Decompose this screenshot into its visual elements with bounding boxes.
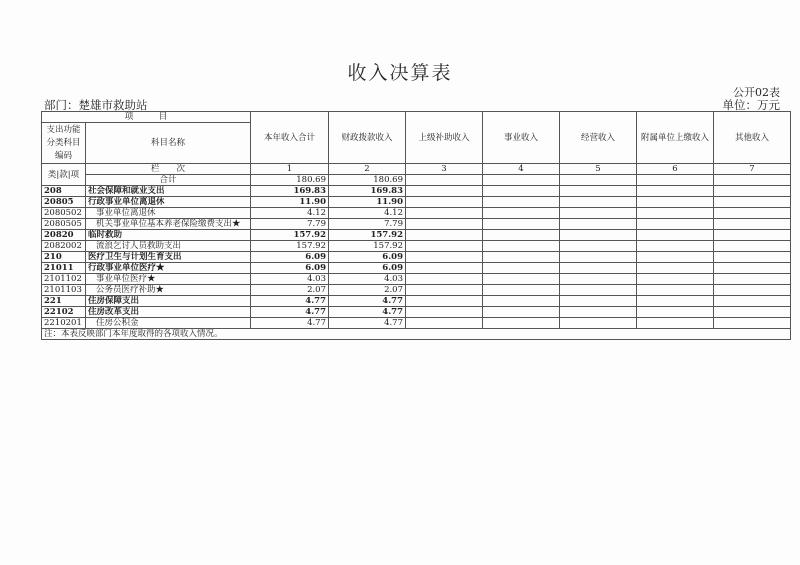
row-total: 157.92 [251, 230, 329, 241]
row-empty-cell [560, 274, 637, 285]
row-code: 2101102 [42, 274, 86, 285]
row-total: 157.92 [251, 241, 329, 252]
row-empty-cell [406, 219, 483, 230]
table-row [42, 186, 791, 197]
row-empty-cell [637, 208, 714, 219]
row-empty-cell [483, 241, 560, 252]
row-empty-cell [406, 274, 483, 285]
col-number-7: 7 [714, 164, 791, 175]
row-code: 208 [42, 186, 86, 197]
row-empty-cell [714, 241, 791, 252]
row-empty-cell [714, 307, 791, 318]
row-name: 事业单位医疗★ [86, 274, 251, 285]
table-row [42, 208, 791, 219]
table-row [42, 241, 791, 252]
kuan-label: 款 [59, 169, 68, 180]
row-empty-cell [637, 197, 714, 208]
row-fiscal: 4.77 [329, 307, 406, 318]
row-code: 221 [42, 296, 86, 307]
row-fiscal: 157.92 [329, 230, 406, 241]
table-row [42, 307, 791, 318]
row-name: 社会保障和就业支出 [86, 186, 251, 197]
row-empty-cell [483, 274, 560, 285]
xiang-label: 项 [70, 169, 80, 180]
row-empty-cell [406, 263, 483, 274]
table-row [42, 274, 791, 285]
department-label: 部门：楚雄市救助站 [44, 98, 148, 112]
row-empty-cell [560, 307, 637, 318]
row-code: 2101103 [42, 285, 86, 296]
row-name: 行政事业单位离退休 [86, 197, 251, 208]
row-empty-cell [714, 186, 791, 197]
table-row [42, 318, 791, 329]
row-empty-cell [714, 296, 791, 307]
col-number-5: 5 [560, 164, 637, 175]
row-code: 2082002 [42, 241, 86, 252]
row-empty-cell [560, 230, 637, 241]
row-empty-cell [560, 263, 637, 274]
col-fiscal-header: 财政拨款收入 [329, 112, 406, 164]
row-empty-cell [714, 230, 791, 241]
row-fiscal: 169.83 [329, 186, 406, 197]
name-header: 科目名称 [86, 123, 251, 164]
col-business-header: 事业收入 [483, 112, 560, 164]
row-empty-cell [637, 175, 714, 186]
row-name: 住房公积金 [86, 318, 251, 329]
row-name: 事业单位离退休 [86, 208, 251, 219]
row-empty-cell [406, 252, 483, 263]
row-empty-cell [560, 197, 637, 208]
table-row [42, 252, 791, 263]
row-total: 6.09 [251, 263, 329, 274]
row-empty-cell [637, 219, 714, 230]
row-code: 21011 [42, 263, 86, 274]
row-name: 医疗卫生与计划生育支出 [86, 252, 251, 263]
row-total: 169.83 [251, 186, 329, 197]
row-empty-cell [406, 285, 483, 296]
row-empty-cell [637, 296, 714, 307]
row-empty-cell [637, 263, 714, 274]
lanci-label: 栏 次 [86, 164, 251, 175]
row-total: 4.77 [251, 318, 329, 329]
row-fiscal: 4.77 [329, 296, 406, 307]
row-empty-cell [637, 274, 714, 285]
row-empty-cell [637, 307, 714, 318]
row-name: 机关事业单位基本养老保险缴费支出★ [86, 219, 251, 230]
row-code: 2210201 [42, 318, 86, 329]
row-code: 20820 [42, 230, 86, 241]
row-fiscal: 2.07 [329, 285, 406, 296]
page-title: 收入决算表 [347, 62, 453, 84]
row-name: 合计 [86, 175, 251, 186]
row-empty-cell [560, 175, 637, 186]
row-empty-cell [483, 219, 560, 230]
table-row [42, 175, 791, 186]
row-empty-cell [483, 263, 560, 274]
row-empty-cell [714, 263, 791, 274]
row-total: 6.09 [251, 252, 329, 263]
row-empty-cell [483, 318, 560, 329]
row-empty-cell [637, 241, 714, 252]
row-fiscal: 6.09 [329, 263, 406, 274]
row-fiscal: 157.92 [329, 241, 406, 252]
table-row [42, 197, 791, 208]
row-total: 180.69 [251, 175, 329, 186]
row-empty-cell [483, 285, 560, 296]
row-fiscal: 4.77 [329, 318, 406, 329]
row-empty-cell [560, 219, 637, 230]
table-note: 注：本表反映部门本年度取得的各项收入情况。 [42, 329, 791, 340]
row-total: 4.12 [251, 208, 329, 219]
row-name: 临时救助 [86, 230, 251, 241]
row-empty-cell [560, 285, 637, 296]
col-operating-header: 经营收入 [560, 112, 637, 164]
row-empty-cell [483, 296, 560, 307]
row-fiscal: 4.12 [329, 208, 406, 219]
table-row [42, 296, 791, 307]
row-name: 住房改革支出 [86, 307, 251, 318]
row-total: 4.77 [251, 307, 329, 318]
lei-label: 类 [47, 169, 57, 180]
row-empty-cell [406, 175, 483, 186]
row-total: 2.07 [251, 285, 329, 296]
row-empty-cell [560, 208, 637, 219]
row-empty-cell [560, 318, 637, 329]
row-empty-cell [406, 230, 483, 241]
row-empty-cell [406, 241, 483, 252]
row-empty-cell [406, 318, 483, 329]
unit-label: 单位：万元 [722, 98, 780, 112]
row-code: 210 [42, 252, 86, 263]
row-fiscal: 7.79 [329, 219, 406, 230]
row-empty-cell [714, 219, 791, 230]
row-empty-cell [637, 285, 714, 296]
project-header: 项 目 [42, 112, 251, 123]
row-name: 公务员医疗补助★ [86, 285, 251, 296]
row-empty-cell [406, 197, 483, 208]
code-header: 支出功能分类科目编码 [42, 123, 86, 164]
row-empty-cell [406, 208, 483, 219]
table-row [42, 230, 791, 241]
col-superior-header: 上级补助收入 [406, 112, 483, 164]
row-empty-cell [714, 208, 791, 219]
col-affiliated-header: 附属单位上缴收入 [637, 112, 714, 164]
row-fiscal: 180.69 [329, 175, 406, 186]
row-empty-cell [483, 175, 560, 186]
row-code: 2080502 [42, 208, 86, 219]
form-number: 公开02表 [733, 86, 780, 99]
row-empty-cell [637, 230, 714, 241]
row-total: 4.03 [251, 274, 329, 285]
table-row [42, 263, 791, 274]
col-number-4: 4 [483, 164, 560, 175]
table-row [42, 219, 791, 230]
row-empty-cell [714, 197, 791, 208]
row-code: 20805 [42, 197, 86, 208]
col-total-header: 本年收入合计 [251, 112, 329, 164]
row-empty-cell [483, 197, 560, 208]
col-number-6: 6 [637, 164, 714, 175]
row-empty-cell [637, 186, 714, 197]
table-row [42, 285, 791, 296]
row-total: 7.79 [251, 219, 329, 230]
row-empty-cell [714, 175, 791, 186]
row-empty-cell [406, 186, 483, 197]
row-empty-cell [560, 296, 637, 307]
row-fiscal: 11.90 [329, 197, 406, 208]
row-empty-cell [560, 241, 637, 252]
row-name: 流浪乞讨人员救助支出 [86, 241, 251, 252]
row-empty-cell [483, 252, 560, 263]
col-number-2: 2 [329, 164, 406, 175]
row-empty-cell [637, 252, 714, 263]
row-name: 行政事业单位医疗★ [86, 263, 251, 274]
row-empty-cell [560, 252, 637, 263]
row-code: 22102 [42, 307, 86, 318]
row-empty-cell [714, 318, 791, 329]
row-empty-cell [560, 186, 637, 197]
row-code: 2080505 [42, 219, 86, 230]
row-empty-cell [483, 186, 560, 197]
row-total: 11.90 [251, 197, 329, 208]
row-empty-cell [406, 296, 483, 307]
row-fiscal: 4.03 [329, 274, 406, 285]
income-table: 项 目 本年收入合计 财政拨款收入 上级补助收入 事业收入 经营收入 附属单位上缴收入 其他收入 支出功能分类科目编码 科目名称 类|款|项 栏 次 1 2 3 4 5 6 7 合计 180.69 180.69 208 社会保障和就业支出 169.83 169.83 20805 行政事业单位离退休 11.90 11.90 2080502 事业单位离退休 4.12 4.12 2080505 机关事业单位基本养老保险缴费支出★ 7.79 7.79 20820 临时救助 157.92 157.92 2082002 流浪乞讨人员救助支出 157.92 157.92 210 医疗卫生与计划生育支出 6.09 6.09 21011 行政事业单位医疗★ 6.09 6.09 2101102 事业单位医疗★ 4.03 4.03 2101103 公务员医疗补助★ 2.07 2.07 221 住房保障支出 4.77 4.77 22102 住房改革支出 4.77 4.77 2210201 住房公积金 4.77 4.77 注：本表反映部门本年度取得的各项收入情况。 [41, 111, 791, 340]
row-empty-cell [406, 307, 483, 318]
row-empty-cell [714, 274, 791, 285]
row-empty-cell [483, 230, 560, 241]
row-empty-cell [714, 252, 791, 263]
row-empty-cell [483, 208, 560, 219]
row-total: 4.77 [251, 296, 329, 307]
row-name: 住房保障支出 [86, 296, 251, 307]
col-other-header: 其他收入 [714, 112, 791, 164]
row-empty-cell [714, 285, 791, 296]
col-number-3: 3 [406, 164, 483, 175]
row-empty-cell [637, 318, 714, 329]
row-empty-cell [483, 307, 560, 318]
col-number-1: 1 [251, 164, 329, 175]
row-fiscal: 6.09 [329, 252, 406, 263]
